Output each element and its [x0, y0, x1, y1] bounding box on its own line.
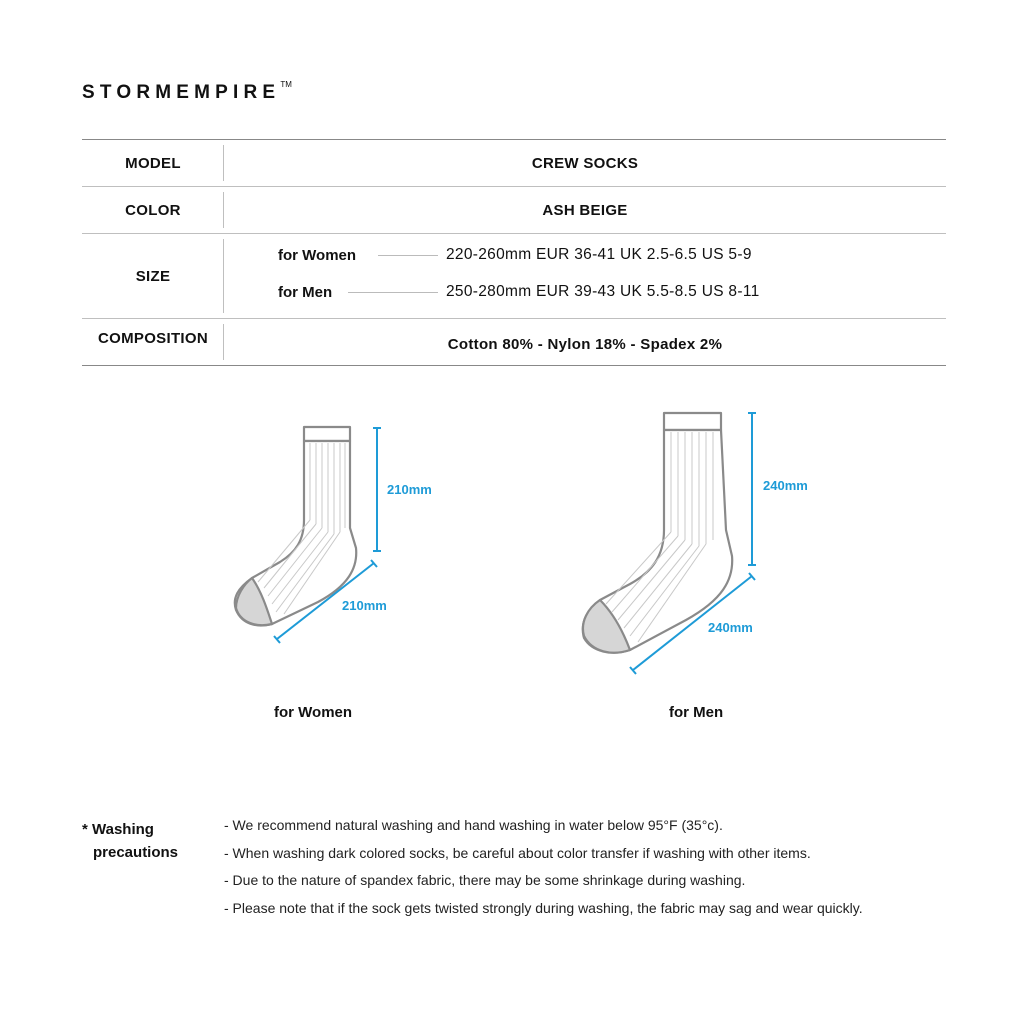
list-item: - We recommend natural washing and hand washing in water below 95°F (35°c).: [224, 817, 723, 833]
list-item: - Due to the nature of spandex fabric, there may be some shrinkage during washing.: [224, 872, 746, 888]
color-value: ASH BEIGE: [542, 201, 628, 219]
size-women-value: 220-260mm EUR 36-41 UK 2.5-6.5 US 5-9: [446, 246, 752, 263]
model-value: CREW SOCKS: [531, 154, 639, 172]
list-item: - Please note that if the sock gets twisted strongly during washing, the fabric may sag and wear quickly.: [224, 899, 863, 916]
composition-value: Cotton 80% - Nylon 18% - Spadex 2%: [447, 335, 723, 353]
brand-name: STORMEMPIRE: [82, 82, 281, 103]
men-caption: for Men: [669, 704, 724, 721]
washing-title: [82, 818, 178, 864]
size-men-label: for Men: [278, 283, 333, 301]
composition-label: COMPOSITION: [98, 330, 208, 347]
women-caption: for Women: [274, 704, 353, 721]
list-item: - When washing dark colored socks, be careful about color transfer if washing with other items.: [224, 844, 811, 861]
trademark: TM: [280, 80, 292, 89]
washing-title-line1: Washing: [92, 821, 154, 838]
women-height-label: 210mm: [387, 482, 432, 497]
washing-title-line2: precautions: [93, 844, 179, 861]
asterisk: *: [82, 821, 88, 838]
men-sock-illustration: [583, 413, 732, 653]
women-foot-label: 210mm: [342, 598, 387, 613]
women-sock-illustration: [235, 427, 356, 625]
men-height-label: 240mm: [763, 478, 808, 493]
model-label: MODEL: [125, 154, 181, 172]
size-women-label: for Women: [278, 246, 357, 264]
size-label: SIZE: [135, 267, 171, 285]
men-foot-label: 240mm: [708, 620, 753, 635]
washing-precautions-list: [224, 814, 863, 924]
size-men-value: 250-280mm EUR 39-43 UK 5.5-8.5 US 8-11: [446, 283, 760, 300]
color-label: COLOR: [125, 201, 181, 219]
